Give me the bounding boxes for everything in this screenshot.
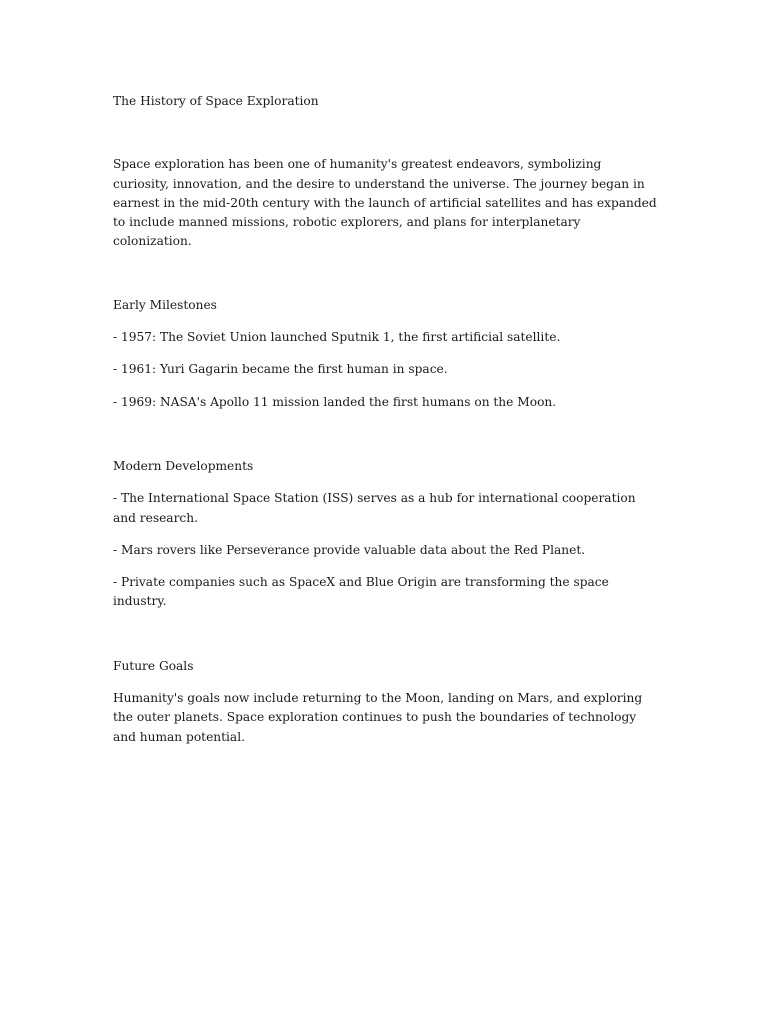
list-item: - The International Space Station (ISS) serves as a hub for international cooperation and research. [113, 491, 636, 525]
list-item: - 1961: Yuri Gagarin became the first human in space. [113, 362, 448, 377]
list-item: - 1957: The Soviet Union launched Sputnik 1, the first artificial satellite. [113, 330, 561, 345]
list-item: - Private companies such as SpaceX and Blue Origin are transforming the space industry. [113, 575, 609, 609]
intro-paragraph: Space exploration has been one of humanity's greatest endeavors, symbolizing curiosity, innovation, and the desire to understand the universe. The journey began in earnest in the mid-20th century with the launch of artificial satellites and has expanded to include manned missions, robotic explorers, and plans for interplanetary colonization. [113, 157, 657, 249]
document-title: The History of Space Exploration [113, 94, 319, 108]
section-heading-early-milestones: Early Milestones [113, 297, 217, 312]
document-body [113, 92, 658, 747]
list-item: - Mars rovers like Perseverance provide valuable data about the Red Planet. [113, 542, 586, 557]
section-heading-modern-developments: Modern Developments [113, 458, 254, 473]
list-item: - 1969: NASA's Apollo 11 mission landed the first humans on the Moon. [113, 394, 557, 409]
section-heading-future-goals: Future Goals [113, 658, 194, 673]
future-goals-paragraph: Humanity's goals now include returning to the Moon, landing on Mars, and exploring the outer planets. Space exploration continues to push the boundaries of technology and human potential. [113, 691, 643, 744]
